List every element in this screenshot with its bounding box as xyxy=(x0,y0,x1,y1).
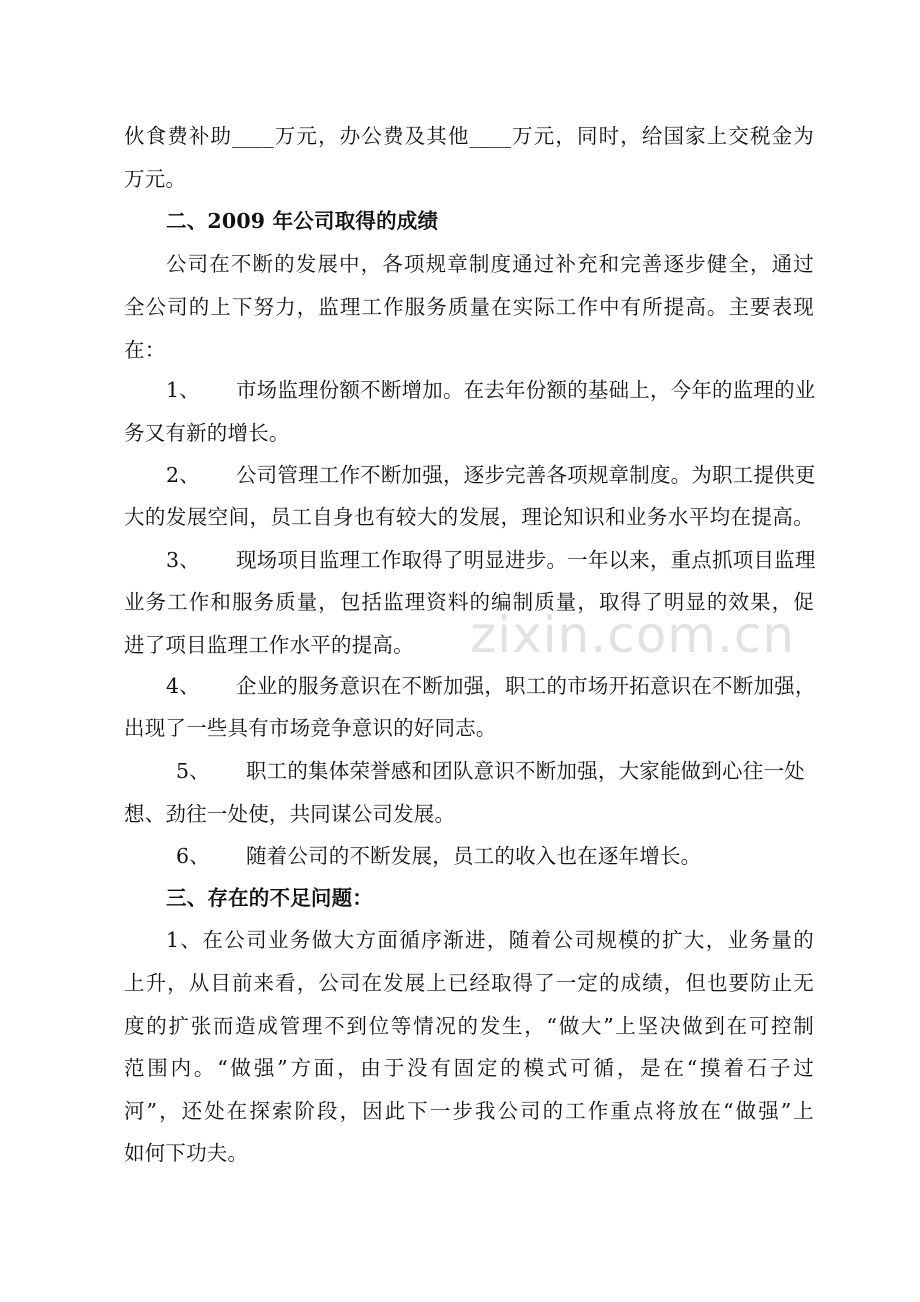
list-item xyxy=(166,461,814,489)
paragraph-line: 大的发展空间，员工自身也有较大的发展，理论知识和业务水平均在提高。 xyxy=(124,505,814,529)
paragraph-line: 公司在不断的发展中，各项规章制度通过补充和完善逐步健全，通过 xyxy=(166,252,814,276)
paragraph-line: 进了项目监理工作水平的提高。 xyxy=(124,633,414,657)
list-item xyxy=(176,757,814,785)
paragraph-line: 河”，还处在探索阶段，因此下一步我公司的工作重点将放在“做强”上 xyxy=(124,1099,814,1123)
list-marker: 5、 xyxy=(176,759,210,783)
list-item-text: 企业的服务意识在不断加强，职工的市场开拓意识在不断加强， xyxy=(235,674,816,698)
paragraph-line: 度的扩张而造成管理不到位等情况的发生，“做大”上坚决做到在可控制 xyxy=(124,1014,814,1038)
paragraph-line: 如何下功夫。 xyxy=(124,1141,249,1165)
list-item-text: 现场项目监理工作取得了明显进步。一年以来，重点抓项目监理 xyxy=(235,548,816,572)
list-marker: 4、 xyxy=(166,674,200,698)
section-heading: 二、2009 年公司取得的成绩 xyxy=(166,209,439,233)
list-marker: 2、 xyxy=(166,463,200,487)
paragraph-line: 万元。 xyxy=(124,167,187,191)
list-marker: 1、 xyxy=(166,378,200,402)
list-marker: 3、 xyxy=(166,548,200,572)
paragraph-line: 伙食费补助____万元，办公费及其他____万元，同时，给国家上交税金为 xyxy=(124,124,814,148)
paragraph-line: 出现了一些具有市场竞争意识的好同志。 xyxy=(124,716,497,740)
paragraph-line: 1、在公司业务做大方面循序渐进，随着公司规模的扩大，业务量的 xyxy=(166,928,814,952)
list-item-text: 随着公司的不断发展，员工的收入也在逐年增长。 xyxy=(245,844,702,868)
section-heading: 三、存在的不足问题： xyxy=(166,886,373,910)
paragraph-line: 在： xyxy=(124,338,166,362)
paragraph-line: 全公司的上下努力，监理工作服务质量在实际工作中有所提高。主要表现 xyxy=(124,295,814,319)
paragraph-line: 上升，从目前来看，公司在发展上已经取得了一定的成绩，但也要防止无 xyxy=(124,971,814,995)
list-item xyxy=(166,546,814,574)
list-marker: 6、 xyxy=(176,844,210,868)
list-item xyxy=(166,672,814,700)
paragraph-line: 想、劲往一处使，共同谋公司发展。 xyxy=(124,802,456,826)
paragraph-line: 务又有新的增长。 xyxy=(124,421,290,445)
list-item xyxy=(166,376,814,404)
list-item-text: 职工的集体荣誉感和团队意识不断加强，大家能做到心往一处 xyxy=(245,759,805,783)
list-item-text: 公司管理工作不断加强，逐步完善各项规章制度。为职工提供更 xyxy=(235,463,816,487)
paragraph-line: 业务工作和服务质量，包括监理资料的编制质量，取得了明显的效果，促 xyxy=(124,590,814,614)
watermark: zixin.com.cn xyxy=(470,606,796,664)
list-item xyxy=(176,842,814,870)
list-item-text: 市场监理份额不断增加。在去年份额的基础上，今年的监理的业 xyxy=(235,378,816,402)
paragraph-line: 范围内。“做强”方面，由于没有固定的模式可循，是在“摸着石子过 xyxy=(124,1056,814,1080)
